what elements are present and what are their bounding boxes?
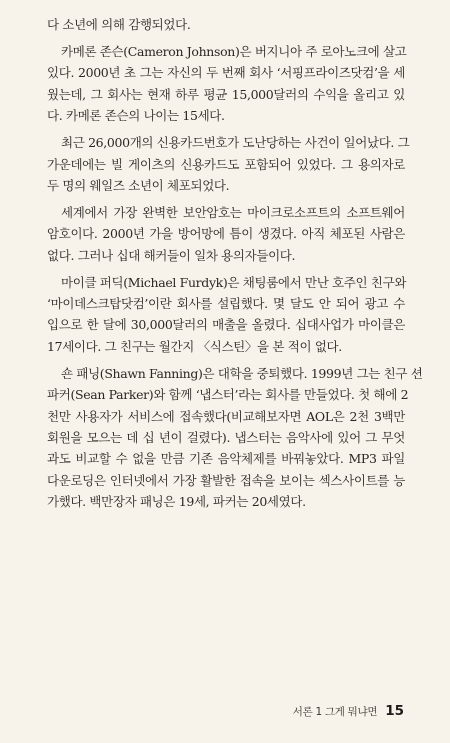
page-body	[47, 14, 423, 513]
text-line: 숀 패닝(Shawn Fanning)은 대학을 중퇴했다. 1999년 그는 친구 션	[61, 365, 423, 381]
text-line: 파커(Sean Parker)와 함께 ‘냅스터’라는 회사를 만들었다. 첫 해에 2	[47, 387, 409, 403]
paragraph-shawn-fanning	[47, 363, 423, 513]
text-line: 최근 26,000개의 신용카드번호가 도난당하는 사건이 일어났다. 그	[61, 135, 410, 151]
text-line: 회원을 모으는 데 십 년이 걸렸다). 냅스터는 음악사에 있어 그 무엇	[47, 430, 405, 445]
text-line: 두 명의 웨일즈 소년이 체포되었다.	[47, 177, 230, 193]
text-line: 없다. 그러나 십대 해커들이 일차 용의자들이다.	[47, 247, 296, 263]
text-line: 다. 카메론 존슨의 나이는 15세다.	[47, 108, 225, 124]
text-line: 있다. 2000년 초 그는 자신의 두 번째 회사 ‘서핑프라이즈닷컴’을 세	[47, 65, 405, 81]
text-line: 17세이다. 그 친구는 월간지 〈식스틴〉을 본 적이 없다.	[47, 338, 342, 354]
page-number: 15	[385, 703, 404, 719]
text-line: 암호이다. 2000년 가을 방어망에 틈이 생겼다. 아직 체포된 사람은	[47, 226, 405, 242]
text-line: 과도 비교할 수 없을 만큼 기존 음악체제를 바꿔놓았다. MP3 파일	[47, 451, 405, 467]
text-line: ‘마이데스크탑닷컴’이란 회사를 설립했다. 몇 달도 안 되어 광고 수	[47, 296, 405, 312]
running-chapter-title: 서론 1 그게 뭐냐면	[292, 706, 378, 718]
text-line: 가했다. 백만장자 패닝은 19세, 파커는 20세였다.	[47, 494, 306, 510]
text-line: 천만 사용자가 서비스에 접속했다(비교해보자면 AOL은 2천 3백만	[47, 408, 405, 424]
text-line: 웠는데, 그 회사는 현재 하루 평균 15,000달러의 수익을 올리고 있	[47, 86, 405, 102]
paragraph-michael-furdyk	[47, 272, 405, 358]
paragraph-continuation	[47, 14, 405, 35]
text-line: 입으로 한 달에 30,000달러의 매출을 올렸다. 십대사업가 마이클은	[47, 317, 405, 333]
paragraph-microsoft	[47, 202, 405, 266]
text-line: 세계에서 가장 완벽한 보안암호는 마이크로소프트의 소프트웨어	[61, 204, 405, 220]
paragraph-credit-cards	[47, 132, 410, 196]
text-line: 다 소년에 의해 감행되었다.	[47, 17, 191, 32]
paragraph-cameron-johnson	[47, 41, 405, 127]
text-line: 카메론 존슨(Cameron Johnson)은 버지니아 주 로아노크에 살고	[61, 43, 407, 59]
text-line: 마이클 퍼딕(Michael Furdyk)은 채팅룸에서 만난 호주인 친구와	[61, 274, 407, 290]
text-line: 가운데에는 빌 게이츠의 신용카드도 포함되어 있었다. 그 용의자로	[47, 156, 405, 172]
text-line: 다운로딩은 인터넷에서 가장 활발한 접속을 보이는 섹스사이트를 능	[47, 472, 405, 488]
page-footer	[293, 703, 404, 719]
